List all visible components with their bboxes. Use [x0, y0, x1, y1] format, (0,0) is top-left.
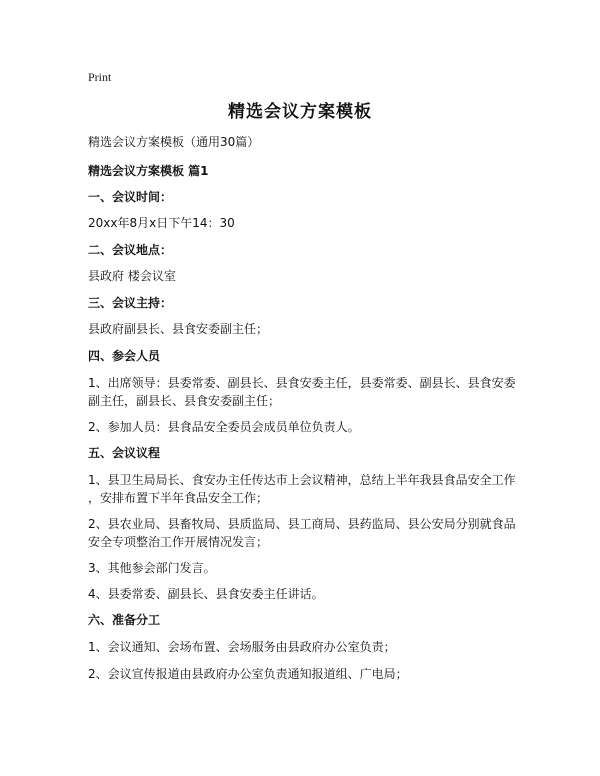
page-title: 精选会议方案模板: [228, 102, 372, 122]
heading-meeting-host: 三、会议主持：: [88, 296, 173, 310]
heading-agenda: 五、会议议程: [88, 446, 161, 460]
agenda-item-1-line-1: 1、县卫生局局长、食安办主任传达市上会议精神，总结上半年我县食品安全工作: [88, 473, 516, 487]
attendees-item-2: 2、参加人员：县食品安全委员会成员单位负责人。: [88, 420, 360, 434]
attendees-item-1-line-2: 副主任，副县长、县食安委副主任；: [88, 394, 281, 408]
attendees-item-1-line-1: 1、出席领导：县委常委、副县长、县食安委主任，县委常委、副县长、县食安委: [88, 376, 516, 390]
meeting-place-value: 县政府 楼会议室: [88, 269, 176, 283]
print-label[interactable]: Print: [88, 70, 112, 84]
heading-meeting-time: 一、会议时间：: [88, 190, 173, 204]
heading-preparation: 六、准备分工: [88, 613, 161, 627]
agenda-item-4: 4、县委常委、副县长、县食安委主任讲话。: [88, 587, 324, 601]
agenda-item-3: 3、其他参会部门发言。: [88, 561, 216, 575]
agenda-item-1-line-2: ，安排布置下半年食品安全工作；: [88, 491, 269, 505]
agenda-item-2-line-2: 安全专项整治工作开展情况发言；: [88, 535, 269, 549]
meeting-time-value: 20xx年8月x日下午14：30: [88, 216, 235, 230]
preparation-item-2: 2、会议宣传报道由县政府办公室负责通知报道组、广电局；: [88, 667, 408, 681]
heading-attendees: 四、参会人员: [88, 349, 161, 363]
section-heading: 精选会议方案模板 篇1: [88, 164, 209, 178]
heading-meeting-place: 二、会议地点：: [88, 243, 173, 257]
agenda-item-2-line-1: 2、县农业局、县畜牧局、县质监局、县工商局、县药监局、县公安局分别就食品: [88, 517, 516, 531]
meeting-host-value: 县政府副县长、县食安委副主任；: [88, 322, 269, 336]
preparation-item-1: 1、会议通知、会场布置、会场服务由县政府办公室负责；: [88, 640, 396, 654]
document-subtitle: 精选会议方案模板（通用30篇）: [88, 135, 260, 149]
